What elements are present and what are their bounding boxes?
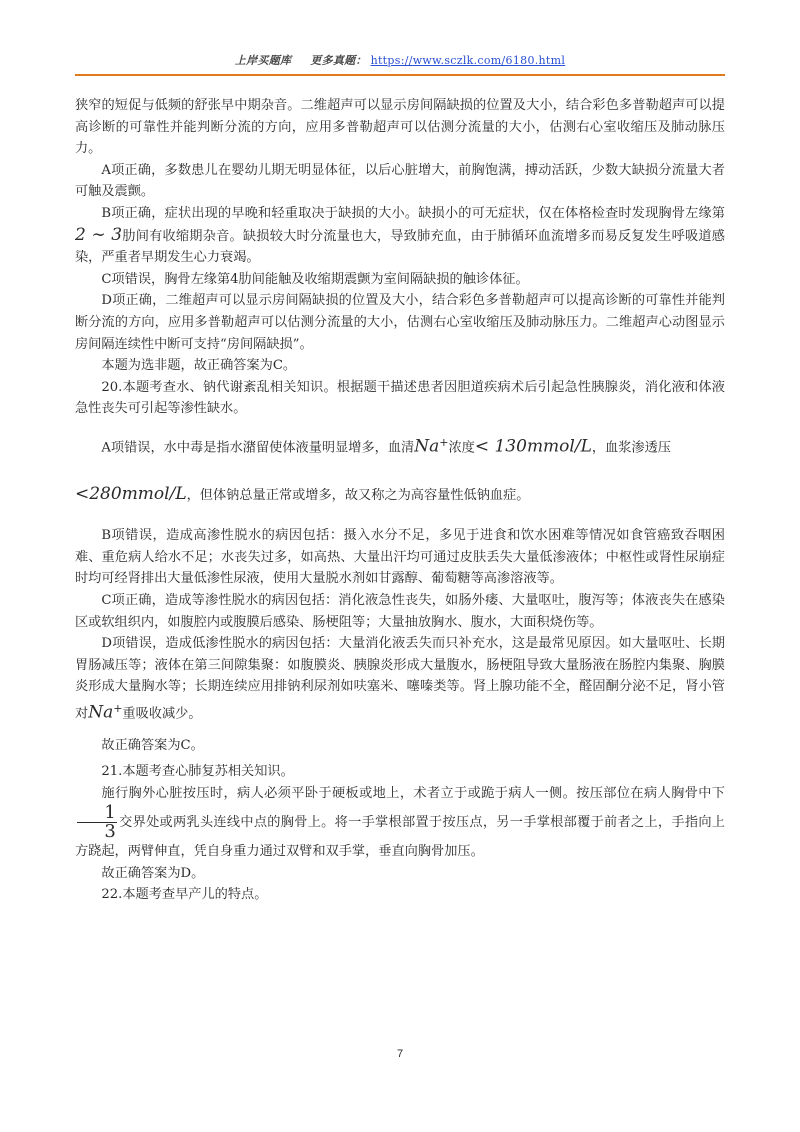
paragraph [75, 783, 725, 863]
paragraph: C项正确，造成等渗性脱水的病因包括：消化液急性丧失，如肠外瘘、大量呕吐，腹泻等；体液丧失在感染区或软组织内，如腹腔内或腹膜后感染、肠梗阻等；大量抽放胸水、腹水，大面积烧伤等。 [75, 593, 725, 630]
math-range: 2 ∼ 3 [75, 224, 123, 245]
header-divider [75, 74, 725, 76]
math-osmolality: <280mmol/L [75, 484, 187, 505]
text-run: 施行胸外心脏按压时，病人必须平卧于硬板或地上，术者立于或跪于病人一侧。按压部位在病人胸骨中下 [101, 785, 725, 801]
paragraph: 22.本题考查早产儿的特点。 [101, 887, 268, 903]
paragraph: 狭窄的短促与低频的舒张早中期杂音。二维超声可以显示房间隔缺损的位置及大小，结合彩色多普勒超声可以提高诊断的可靠性并能判断分流的方向，应用多普勒超声可以估测分流量的大小，估测右心室收缩压及肺动脉压力。 [75, 98, 725, 157]
paragraph [75, 633, 725, 725]
text-run: ，血浆渗透压 [591, 440, 671, 456]
fraction [77, 804, 117, 841]
page-header [75, 52, 725, 72]
text-run: 重吸收减少。 [122, 706, 202, 722]
header-brand: 上岸买题库 [234, 54, 292, 67]
paragraph: C项错误，胸骨左缘第4肋间能触及收缩期震颤为室间隔缺损的触诊体征。 [101, 271, 529, 287]
paragraph: A项正确，多数患儿在婴幼儿期无明显体征，以后心脏增大，前胸饱满，搏动活跃，少数大缺损分流量大者可触及震颤。 [75, 162, 725, 200]
text-run: D项错误，造成低渗性脱水的病因包括：大量消化液丢失而只补充水，这是最常见原因。如大量呕吐、长期胃肠减压等；液体在第三间隙集聚：如腹膜炎、胰腺炎形成大量腹水，肠梗阻导致大量肠液在肠腔内集聚、胸膜炎形成大量胸水等；长期连续应用排钠利尿剂如呋塞米、噻嗪类等。肾上腺功能不全，醛固酮分泌不足，肾小管对 [75, 636, 725, 722]
fraction-denominator: 3 [104, 821, 116, 843]
paragraph: 21.本题考查心肺复苏相关知识。 [101, 764, 294, 780]
text-run: ，但体钠总量正常或增多，故又称之为高容量性低钠血症。 [186, 488, 530, 504]
math-sodium: Na [88, 702, 114, 723]
header-more-label: 更多真题： [310, 54, 367, 67]
header-link[interactable]: https://www.sczlk.com/6180.html [370, 54, 566, 67]
paragraph: 故正确答案为C。 [101, 738, 204, 754]
paragraph [75, 420, 725, 519]
text-run: A项错误，水中毒是指水潴留使体液量明显增多，血清 [101, 440, 415, 456]
paragraph [75, 203, 725, 269]
paragraph: B项错误，造成高渗性脱水的病因包括：摄入水分不足，多见于进食和饮水困难等情况如食管癌致吞咽困难、重危病人给水不足；水丧失过多，如高热、大量出汗均可通过皮肤丢失大量低渗液体；中枢性或肾性尿崩症时均可经肾排出大量低渗性尿液，使用大量脱水剂如甘露醇、葡萄糖等高渗溶液等。 [75, 528, 725, 587]
math-concentration: < 130mmol/L [474, 436, 592, 457]
paragraph: 本题为选非题，故正确答案为C。 [101, 358, 297, 374]
math-sodium: Na [414, 436, 440, 457]
text-run: 浓度 [448, 440, 475, 456]
math-superscript: + [113, 702, 123, 716]
text-run: 肋间有收缩期杂音。缺损较大时分流量也大，导致肺充血，由于肺循环血流增多而易反复发生呼吸道感染，严重者早期发生心力衰竭。 [75, 228, 725, 266]
paragraph: D项正确，二维超声可以显示房间隔缺损的位置及大小，结合彩色多普勒超声可以提高诊断的可靠性并能判断分流的方向，应用多普勒超声可以估测分流量的大小，估测右心室收缩压及肺动脉压力。二维超声心动图显示房间隔连续性中断可支持“房间隔缺损”。 [75, 293, 725, 352]
document-body [75, 95, 725, 906]
paragraph: 故正确答案为D。 [101, 865, 205, 881]
page-number: 7 [396, 1048, 404, 1060]
text-run: B项正确，症状出现的早晚和轻重取决于缺损的大小。缺损小的可无症状，仅在体格检查时发现胸骨左缘第 [101, 205, 725, 221]
math-superscript: + [439, 435, 449, 449]
text-run: 交界处或两乳头连线中点的胸骨上。将一手掌根部置于按压点，另一手掌根部覆于前者之上，手指向上方跷起，两臂伸直，凭自身重力通过双臂和双手掌，垂直向胸骨加压。 [75, 815, 725, 860]
paragraph: 20.本题考查水、钠代谢紊乱相关知识。根据题干描述患者因胆道疾病术后引起急性胰腺炎，消化液和体液急性丧失可引起等渗性缺水。 [75, 379, 725, 417]
fraction-numerator: 1 [77, 804, 117, 823]
